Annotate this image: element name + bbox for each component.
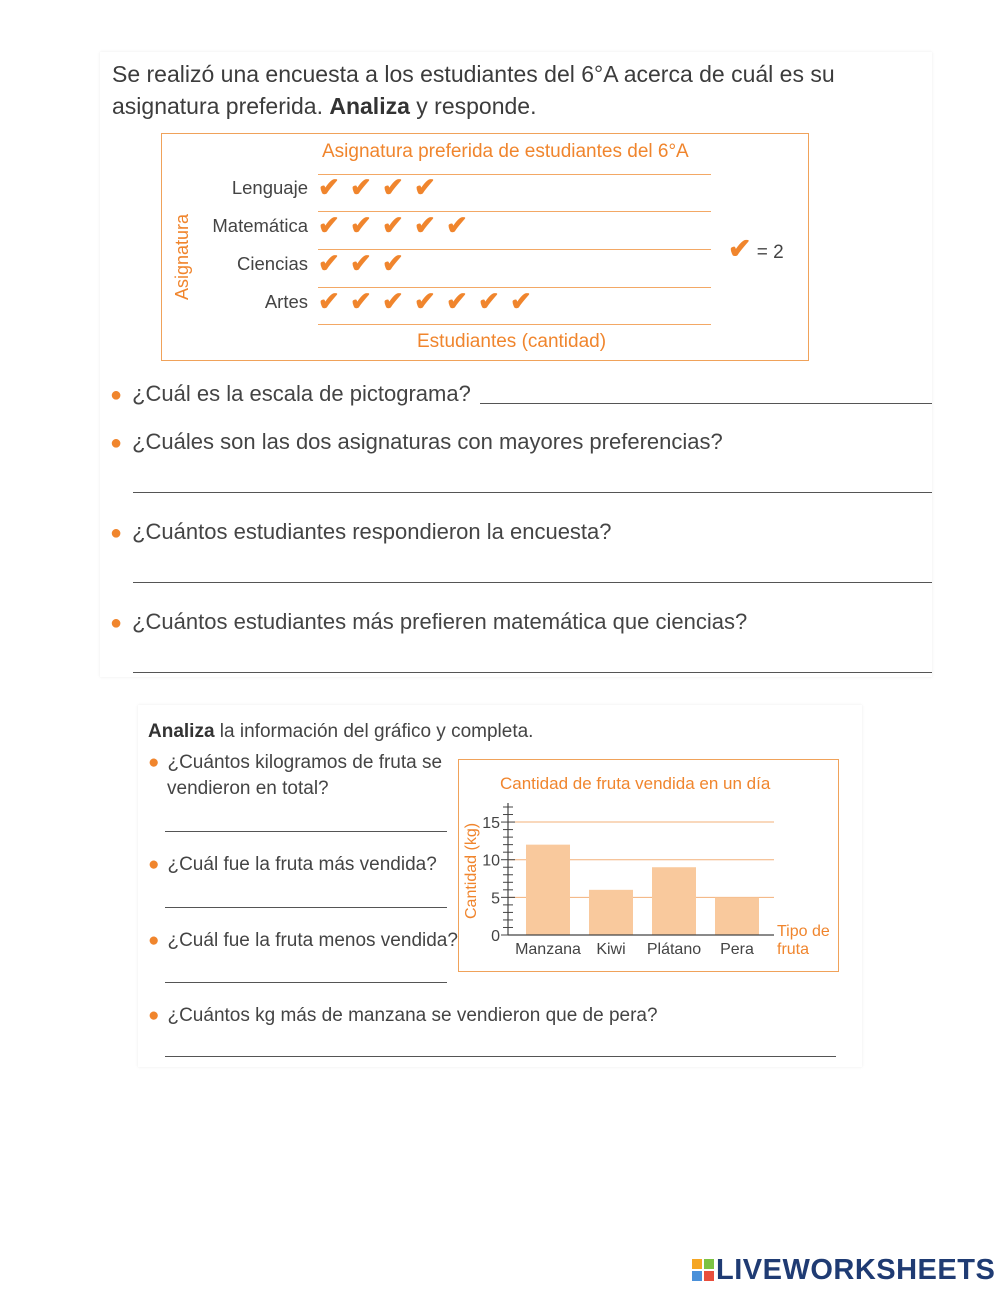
pictogram-check-icon: ✔ [350,286,372,316]
question-4-text: ¿Cuántos estudiantes más prefieren matemática que ciencias? [132,609,748,634]
question-4 [110,609,747,635]
pictogram-category-label: Matemática [212,215,308,236]
pictogram-check-icon: ✔ [446,286,468,316]
fruit-question-3-text: ¿Cuál fue la fruta menos vendida? [167,930,458,951]
bar-category-label: Pera [720,941,754,958]
legend-check-icon: ✔ [728,233,752,264]
fruit-question-2 [148,852,437,878]
bullet-dot-icon: ● [110,612,123,634]
pictogram-legend [728,232,784,265]
bullet-dot-icon: ● [148,854,160,875]
bar-chart-tick-label: 5 [491,890,500,908]
pictogram-check-icon: ✔ [510,286,532,316]
pictogram-check-icon: ✔ [382,248,404,278]
intro-text-3: y responde. [409,93,537,119]
bar-chart-tick-label: 0 [491,928,500,945]
fruit-answer-line-3[interactable] [165,982,447,983]
bullet-dot-icon: ● [148,930,160,951]
bar-kiwi [589,890,633,935]
pictogram-frame [161,133,809,361]
pictogram-check-icon: ✔ [414,210,436,240]
answer-line-4[interactable] [133,672,932,673]
bar-category-label: Manzana [515,941,581,958]
pictogram-check-icon: ✔ [382,286,404,316]
pictogram-check-icon: ✔ [318,210,340,240]
fruit-answer-line-4[interactable] [165,1056,836,1057]
fruit-bar-chart [458,759,839,972]
bar-chart-tick-label: 15 [482,815,500,833]
pictogram-check-icon: ✔ [446,210,468,240]
fruit-question-3 [148,928,458,954]
pictogram-check-icon: ✔ [318,172,340,202]
bar-category-label: Plátano [646,941,702,958]
bullet-dot-icon: ● [110,432,123,454]
pictogram-check-icon: ✔ [318,286,340,316]
legend-text: = 2 [756,242,784,263]
bar-pera [715,897,759,935]
logo-grid-icon [692,1259,714,1281]
intro-text-2: asignatura preferida. [112,93,323,119]
pictogram-check-icon: ✔ [382,172,404,202]
pictogram-row-line [318,324,711,325]
question-3 [110,519,612,545]
pictogram-x-axis-label: Estudiantes (cantidad) [417,331,607,352]
fruit-answer-line-2[interactable] [165,907,447,908]
intro-paragraph [112,58,892,122]
section2-intro-text: la información del gráfico y completa. [214,721,534,742]
question-2-text: ¿Cuáles son las dos asignaturas con mayores preferencias? [132,429,723,454]
fruit-question-1-text-a: ¿Cuántos kilogramos de fruta se [167,752,443,773]
bar-chart-x-axis-label: fruta [777,941,810,958]
bar-manzana [526,845,570,935]
bar-chart-title: Cantidad de fruta vendida en un día [500,774,771,793]
bar-chart-x-axis-label: Tipo de [777,923,830,940]
intro-bold: Analiza [329,93,410,119]
fruit-answer-line-1[interactable] [165,831,447,832]
pictogram-check-icon: ✔ [414,286,436,316]
pictogram-row-line [318,211,711,212]
pictogram-category-label: Lenguaje [231,177,308,198]
bar-plátano [652,867,696,935]
bullet-dot-icon: ● [148,752,160,773]
pictogram-y-axis-label: Asignatura [172,213,192,300]
fruit-question-4-text: ¿Cuántos kg más de manzana se vendieron que de pera? [167,1005,658,1026]
pictogram-category-label: Ciencias [237,253,308,274]
bar-category-label: Kiwi [596,941,626,958]
pictogram-check-icon: ✔ [478,286,500,316]
pictogram-row-line [318,249,711,250]
pictogram-check-icon: ✔ [318,248,340,278]
fruit-question-2-text: ¿Cuál fue la fruta más vendida? [167,854,437,875]
bar-chart-tick-label: 10 [482,852,500,870]
logo-text: LIVEWORKSHEETS [716,1254,996,1286]
pictogram-check-icon: ✔ [350,210,372,240]
bullet-dot-icon: ● [110,384,123,406]
liveworksheets-logo [692,1254,995,1287]
answer-line-2[interactable] [133,492,932,493]
answer-line-1[interactable] [480,403,932,404]
fruit-question-4 [148,1003,658,1029]
question-2 [110,429,723,455]
answer-line-3[interactable] [133,582,932,583]
question-3-text: ¿Cuántos estudiantes respondieron la encuesta? [132,519,612,544]
fruit-question-1 [148,750,442,802]
pictogram-check-icon: ✔ [350,248,372,278]
pictogram-row-line [318,174,711,175]
question-1-text: ¿Cuál es la escala de pictograma? [132,381,471,406]
bullet-dot-icon: ● [110,522,123,544]
pictogram-title: Asignatura preferida de estudiantes del 6°A [322,141,689,162]
question-1 [110,381,471,407]
bar-chart-y-axis-label: Cantidad (kg) [463,822,480,919]
pictogram-category-label: Artes [264,291,308,312]
pictogram-check-icon: ✔ [414,172,436,202]
bullet-dot-icon: ● [148,1005,160,1026]
intro-text-1: Se realizó una encuesta a los estudiantes del 6°A acerca de cuál es su [112,61,835,87]
pictogram-check-icon: ✔ [382,210,404,240]
pictogram-check-icon: ✔ [350,172,372,202]
section2-intro [148,719,533,745]
fruit-question-1-text-b: vendieron en total? [167,778,329,799]
section2-intro-bold: Analiza [148,721,215,742]
